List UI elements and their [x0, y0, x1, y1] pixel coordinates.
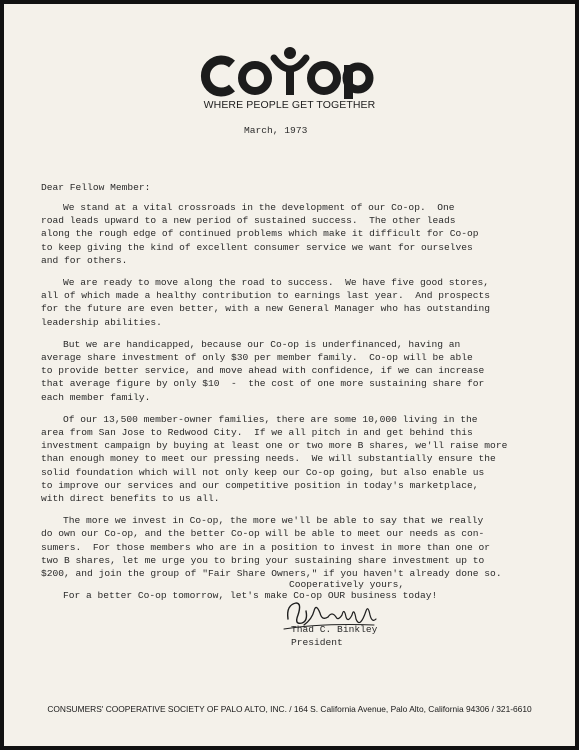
paragraph-line: with direct benefits to us all.	[41, 493, 220, 505]
paragraph-line: road leads upward to a new period of sustained success. The other leads	[41, 215, 456, 227]
paragraph-line: to provide better service, and move ahead with confidence, if we can increase	[41, 365, 485, 377]
letter-body	[41, 201, 561, 611]
tagline: WHERE PEOPLE GET TOGETHER	[203, 99, 376, 111]
paragraph-line: For a better Co-op tomorrow, let's make Co-op OUR business today!	[63, 590, 438, 602]
paragraph-line: to improve our services and our competitive position in today's marketplace,	[41, 479, 479, 491]
letter-date: March, 1973	[244, 125, 308, 136]
signer-name: Thad C. Binkley	[291, 624, 378, 635]
body-paragraph	[41, 201, 561, 267]
paragraph-line: leadership abilities.	[41, 316, 162, 328]
closing: Cooperatively yours,	[289, 579, 405, 590]
paragraph-line: investment campaign by buying at least one or two more B shares, we'll raise more	[41, 440, 508, 452]
paragraph-line: that average figure by only $10 - the cost of one more sustaining share for	[41, 378, 485, 390]
paragraph-line: area from San Jose to Redwood City. If we all pitch in and get behind this	[41, 427, 473, 439]
paragraph-line: and for others.	[41, 254, 128, 266]
paragraph-line: to keep giving the kind of excellent consumer service we want for ourselves	[41, 241, 473, 253]
paragraph-line: along the rough edge of continued problems which make it difficult for Co-op	[41, 228, 479, 240]
paragraph-line: Of our 13,500 member-owner families, there are some 10,000 living in the	[63, 413, 478, 425]
paragraph-line: average share investment of only $30 per member family. Co-op will be able	[41, 352, 473, 364]
paragraph-line: do own our Co-op, and the better Co-op will be able to meet our needs as con-	[41, 528, 485, 540]
paragraph-line: solid foundation which will not only keep our Co-op going, but also enable us	[41, 466, 485, 478]
paragraph-line: two B shares, let me urge you to bring your sustaining share investment up to	[41, 554, 485, 566]
letterhead	[4, 44, 575, 114]
paragraph-line: than enough money to meet our pressing needs. We will substantially ensure the	[41, 453, 496, 465]
body-paragraph	[41, 413, 561, 505]
paragraph-line: The more we invest in Co-op, the more we'll be able to say that we really	[63, 515, 484, 527]
paragraph-line: all of which made a healthy contribution to earnings last year. And prospects	[41, 290, 491, 302]
paragraph-line: sumers. For those members who are in a position to invest in more than one or	[41, 541, 491, 553]
signer-title: President	[291, 637, 343, 648]
paragraph-line: But we are handicapped, because our Co-op is underfinanced, having an	[63, 338, 461, 350]
paragraph-line: each member family.	[41, 391, 151, 403]
salutation: Dear Fellow Member:	[41, 182, 151, 193]
footer-address: CONSUMERS' COOPERATIVE SOCIETY OF PALO ALTO, INC. / 164 S. California Avenue, Palo Alto, California 94306 / 321-6610	[47, 704, 532, 714]
co-op-logo	[200, 44, 380, 100]
paragraph-line: We are ready to move along the road to success. We have five good stores,	[63, 277, 490, 289]
body-paragraph	[41, 276, 561, 329]
body-paragraph	[41, 514, 561, 580]
body-paragraph	[41, 338, 561, 404]
paragraph-line: for the future are even better, with a new General Manager who has outstanding	[41, 303, 491, 315]
letter-page	[4, 4, 575, 746]
paragraph-line: $200, and join the group of "Fair Share Owners," if you haven't already done so.	[41, 568, 502, 580]
paragraph-line: We stand at a vital crossroads in the development of our Co-op. One	[63, 202, 455, 213]
